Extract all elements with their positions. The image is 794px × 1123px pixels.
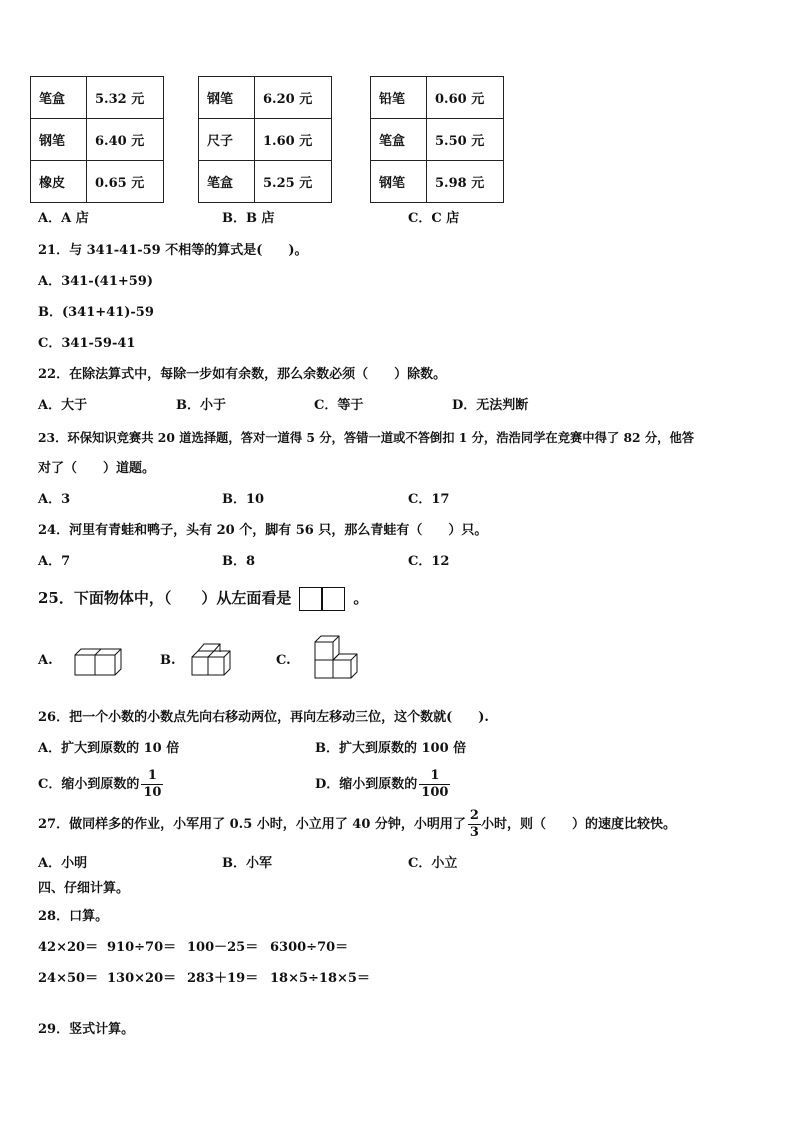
q24-stem: 24．河里有青蛙和鸭子，头有 20 个，脚有 56 只，那么青蛙有（ ）只。 <box>38 523 488 538</box>
q21-option-c: C．341-59-41 <box>38 336 136 351</box>
q23-option-a: A．3 <box>38 492 71 507</box>
q20-option-b: B．B 店 <box>222 211 275 226</box>
q28-row2-item2: 130×20＝ <box>107 971 177 986</box>
q25-option-a: A. <box>38 653 53 668</box>
fraction-1-100: $\frac{1}{100}$ <box>421 768 449 800</box>
q26-stem: 26．把一个小数的小数点先向右移动两位，再向左移动三位，这个数就( ). <box>38 710 489 725</box>
table-row: 笔盒 5.25 元 <box>199 161 332 203</box>
q27-stem-text: 27．做同样多的作业，小军用了 0.5 小时，小立用了 40 分钟，小明用了 <box>38 817 466 832</box>
q26-option-c <box>38 767 163 803</box>
q27-stem <box>38 807 676 843</box>
q26-option-a: A．扩大到原数的 10 倍 <box>38 741 180 756</box>
fraction-2-3: $\frac{2}{3}$ <box>469 808 479 840</box>
q22-option-d: D．无法判断 <box>452 398 529 413</box>
section-heading: 四、仔细计算。 <box>38 881 130 896</box>
q24-option-b: B．8 <box>222 554 256 569</box>
q25-option-c: C. <box>276 653 291 668</box>
q28-title: 28．口算。 <box>38 909 109 924</box>
q27-option-c: C．小立 <box>408 856 458 871</box>
q28-row1-item1: 42×20＝ <box>38 940 99 955</box>
table-row: 橡皮 0.65 元 <box>31 161 164 203</box>
q27-option-b: B．小军 <box>222 856 272 871</box>
cube-figure-a-icon <box>72 646 122 678</box>
q28-row1-item4: 6300÷70＝ <box>270 940 349 955</box>
cube-figure-b-icon <box>188 638 244 680</box>
table-row: 笔盒 5.32 元 <box>31 77 164 119</box>
q21-option-a: A．341-(41+59) <box>38 274 153 289</box>
q29-title: 29．竖式计算。 <box>38 1022 135 1037</box>
q26-option-d-text: D．缩小到原数的 <box>315 777 418 792</box>
q23-stem-line1: 23．环保知识竞赛共 20 道选择题，答对一道得 5 分，答错一道或不答倒扣 1 分，浩浩同学在竞赛中得了 82 分，他答 <box>38 430 695 445</box>
table-row: 尺子 1.60 元 <box>199 119 332 161</box>
cube-figure-c-icon <box>310 632 364 684</box>
q26-option-c-text: C．缩小到原数的 <box>38 777 140 792</box>
q23-option-c: C．17 <box>408 492 450 507</box>
q20-option-c: C．C 店 <box>408 211 460 226</box>
q27-stem-end: 小时，则（ ）的速度比较快。 <box>480 817 676 832</box>
q25-stem-end: 。 <box>353 589 369 607</box>
table-row: 铅笔 0.60 元 <box>371 77 504 119</box>
q20-option-a: A．A 店 <box>38 211 89 226</box>
q25-stem-text: 25．下面物体中，（ ）从左面看是 <box>38 589 292 607</box>
table-row: 笔盒 5.50 元 <box>371 119 504 161</box>
q22-option-c: C．等于 <box>314 398 364 413</box>
fraction-1-10: $\frac{1}{10}$ <box>143 768 162 800</box>
q26-option-d <box>315 767 450 803</box>
table-row: 钢笔 6.40 元 <box>31 119 164 161</box>
q21-option-b: B．(341+41)-59 <box>38 305 154 320</box>
q28-row1-item3: 100－25＝ <box>187 940 259 955</box>
store-table-a <box>30 76 164 203</box>
q22-stem: 22．在除法算式中，每除一步如有余数，那么余数必须（ ）除数。 <box>38 367 447 382</box>
q23-option-b: B．10 <box>222 492 265 507</box>
q25-option-b: B. <box>160 653 176 668</box>
q28-row1-item2: 910÷70＝ <box>107 940 177 955</box>
q28-row2-item4: 18×5÷18×5＝ <box>270 971 370 986</box>
store-table-b <box>198 76 332 203</box>
q27-option-a: A．小明 <box>38 856 88 871</box>
q28-row2-item3: 283＋19＝ <box>187 971 259 986</box>
table-row: 钢笔 5.98 元 <box>371 161 504 203</box>
q25-stem <box>38 587 368 611</box>
q22-option-b: B．小于 <box>176 398 226 413</box>
q28-row2-item1: 24×50＝ <box>38 971 99 986</box>
q24-option-a: A．7 <box>38 554 71 569</box>
store-table-c <box>370 76 504 203</box>
two-square-view-icon <box>299 587 345 611</box>
q24-option-c: C．12 <box>408 554 450 569</box>
q22-option-a: A．大于 <box>38 398 88 413</box>
q26-option-b: B．扩大到原数的 100 倍 <box>315 741 467 756</box>
q21-stem: 21．与 341-41-59 不相等的算式是( )。 <box>38 243 308 258</box>
q23-stem-line2: 对了（ ）道题。 <box>38 461 156 476</box>
table-row: 钢笔 6.20 元 <box>199 77 332 119</box>
